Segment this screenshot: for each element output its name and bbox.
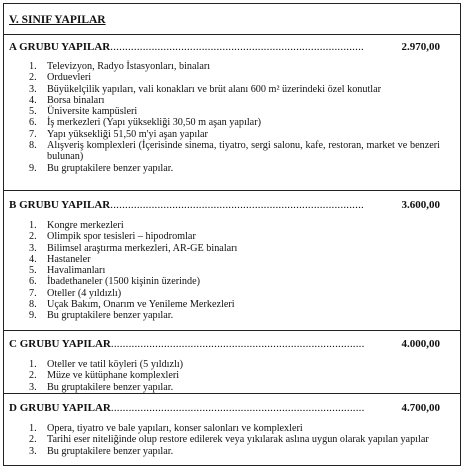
group-a-title-line — [9, 41, 364, 56]
item-number: 8. — [29, 140, 37, 152]
list-item — [29, 220, 460, 231]
list-item — [29, 299, 460, 310]
item-text: Alışveriş komplexleri (İçerisinde sinema, tiyatro, sergi salonu, kafe, restoran, market ve benzeri bulunan) — [47, 140, 440, 163]
group-a-amount: 2.970,00 — [401, 41, 440, 53]
item-text: Müze ve kütüphane komplexleri — [47, 370, 180, 382]
item-number: 5. — [29, 265, 37, 277]
list-item — [29, 243, 460, 254]
group-a-title: A GRUBU YAPILAR — [9, 41, 111, 53]
group-a-header — [4, 35, 460, 56]
item-number: 3. — [29, 381, 37, 393]
item-text: İş merkezleri (Yapı yüksekliği 30,50 m aşan yapılar) — [47, 117, 261, 129]
item-text: Borsa binaları — [47, 94, 105, 106]
list-item — [29, 288, 460, 299]
item-text: Kongre merkezleri — [47, 220, 124, 231]
group-a-section — [4, 34, 460, 190]
item-text: Bu gruptakilere benzer yapılar. — [47, 445, 174, 457]
item-text: Hastaneler — [47, 253, 91, 265]
group-b-amount: 3.600,00 — [401, 199, 440, 211]
item-text: Havalimanları — [47, 265, 106, 277]
group-b-items — [4, 220, 460, 322]
list-item — [29, 310, 460, 321]
group-c-title-line — [9, 338, 365, 353]
item-number: 8. — [29, 299, 37, 311]
item-text: Opera, tiyatro ve bale yapıları, konser salonları ve komplexleri — [47, 423, 303, 434]
group-b-header — [4, 191, 460, 214]
list-item — [29, 434, 460, 445]
item-number: 9. — [29, 310, 37, 322]
section-title: V. SINIF YAPILAR — [9, 14, 106, 26]
list-item — [29, 129, 460, 140]
item-number: 6. — [29, 117, 37, 129]
group-c-title: C GRUBU YAPILAR — [9, 338, 111, 350]
item-number: 1. — [29, 423, 37, 434]
item-text: Oteller ve tatil köyleri (5 yıldızlı) — [47, 359, 184, 370]
item-number: 2. — [29, 231, 37, 243]
group-d-items — [4, 423, 460, 457]
item-text: Bu gruptakilere benzer yapılar. — [47, 381, 174, 393]
item-text: Oteller (4 yıldızlı) — [47, 287, 122, 299]
list-item — [29, 61, 460, 72]
group-b-section — [4, 190, 460, 330]
item-number: 2. — [29, 370, 37, 382]
item-text: Bu gruptakilere benzer yapılar. — [47, 162, 174, 174]
item-number: 6. — [29, 276, 37, 288]
item-number: 1. — [29, 359, 37, 370]
group-d-header — [4, 394, 460, 417]
item-number: 9. — [29, 162, 37, 174]
item-number: 1. — [29, 220, 37, 231]
group-b-title-line — [9, 199, 364, 214]
item-number: 2. — [29, 434, 37, 446]
item-number: 7. — [29, 287, 37, 299]
list-item — [29, 117, 460, 128]
list-item — [29, 106, 460, 117]
item-text: Bu gruptakilere benzer yapılar. — [47, 310, 174, 322]
list-item — [29, 370, 460, 381]
list-item — [29, 265, 460, 276]
group-b-title: B GRUBU YAPILAR — [9, 199, 111, 211]
list-item — [29, 84, 460, 95]
item-number: 3. — [29, 242, 37, 254]
item-number: 7. — [29, 128, 37, 140]
group-a-items — [4, 61, 460, 174]
item-number: 4. — [29, 94, 37, 106]
item-number: 1. — [29, 61, 37, 72]
list-item — [29, 382, 460, 393]
list-item — [29, 276, 460, 287]
item-text: Üniversite kampüsleri — [47, 106, 138, 118]
list-item — [29, 163, 460, 174]
item-text: Orduevleri — [47, 72, 92, 84]
item-text: Olimpik spor tesisleri – hipodromlar — [47, 231, 196, 243]
item-number: 3. — [29, 445, 37, 457]
group-a-dots: ...................................................................................... — [110, 41, 364, 53]
item-number: 3. — [29, 83, 37, 95]
item-text: Uçak Bakım, Onarım ve Yenileme Merkezleri — [47, 299, 235, 311]
item-number: 5. — [29, 106, 37, 118]
list-item — [29, 95, 460, 106]
list-item — [29, 231, 460, 242]
item-text: Büyükelçilik yapıları, vali konakları ve brüt alanı 600 m² üzerindeki özel konutlar — [47, 83, 382, 95]
group-c-header — [4, 331, 460, 353]
item-text: Yapı yüksekliği 51,50 m'yi aşan yapılar — [47, 128, 208, 140]
group-c-items — [4, 359, 460, 393]
group-c-amount: 4.000,00 — [401, 338, 440, 350]
list-item — [29, 254, 460, 265]
group-d-title-line — [9, 402, 365, 417]
group-c-dots: ...................................................................................... — [110, 338, 365, 350]
item-text: Tarihi eser niteliğinde olup restore edilerek veya yıkılarak aslına uygun olarak yapılan yapılar — [47, 434, 429, 446]
list-item — [29, 423, 460, 434]
item-text: İbadethaneler (1500 kişinin üzerinde) — [47, 276, 201, 288]
list-item — [29, 140, 460, 163]
group-d-section — [4, 393, 460, 465]
group-c-section — [4, 330, 460, 393]
list-item — [29, 359, 460, 370]
item-text: Bilimsel araştırma merkezleri, AR-GE binaları — [47, 242, 238, 254]
group-d-amount: 4.700,00 — [401, 402, 440, 414]
item-text: Televizyon, Radyo İstasyonları, binaları — [47, 61, 211, 72]
group-d-title: D GRUBU YAPILAR — [9, 402, 111, 414]
construction-cost-table — [3, 3, 461, 466]
list-item — [29, 446, 460, 457]
item-number: 4. — [29, 253, 37, 265]
list-item — [29, 72, 460, 83]
item-number: 2. — [29, 72, 37, 84]
group-d-dots: ...................................................................................... — [110, 402, 365, 414]
group-b-dots: ...................................................................................... — [110, 199, 364, 211]
